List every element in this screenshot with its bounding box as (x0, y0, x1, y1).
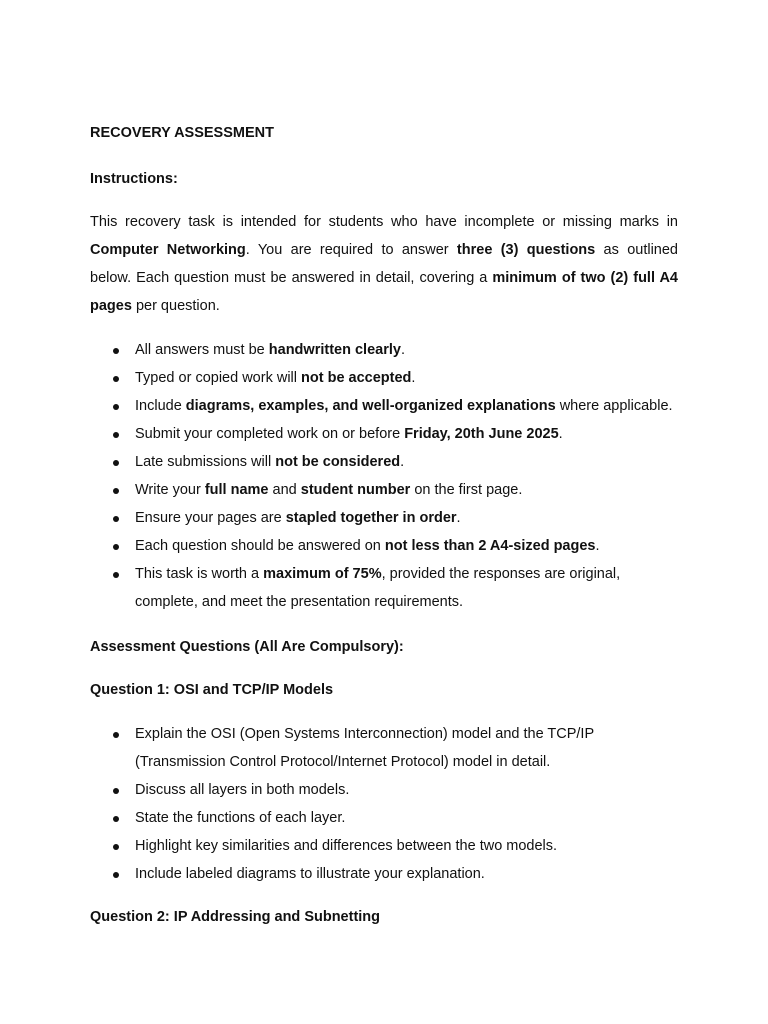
document-title: RECOVERY ASSESSMENT (90, 125, 274, 141)
list-item (90, 560, 678, 616)
list-item (90, 860, 678, 888)
intro-line-1 (90, 208, 678, 236)
rule-emphasis: not be considered (275, 454, 401, 470)
bullet-icon (113, 544, 119, 550)
rule-emphasis: Friday, 20th June 2025 (404, 426, 559, 442)
question-item-text: Highlight key similarities and differences between the two models. (135, 838, 558, 854)
intro-text: . You are required to answer (245, 242, 457, 258)
bullet-icon (113, 488, 119, 494)
rule-text: Submit your completed work on or before (135, 426, 405, 442)
rule-text: Typed or copied work will (135, 370, 302, 386)
intro-line-3 (90, 264, 678, 292)
rule-text: Include (135, 398, 186, 414)
rule-text: . (595, 538, 600, 554)
question-item-text: (Transmission Control Protocol/Internet Protocol) model in detail. (135, 754, 551, 770)
list-item (90, 392, 678, 420)
rule-text: , provided the responses are original, (381, 566, 621, 582)
rule-text: . (411, 370, 416, 386)
bullet-icon (113, 404, 119, 410)
list-item (90, 448, 678, 476)
rule-text: and (268, 482, 301, 498)
rule-emphasis: not be accepted (301, 370, 412, 386)
list-item (90, 832, 678, 860)
intro-text: per question. (131, 298, 220, 314)
question-count: three (3) questions (456, 242, 596, 258)
question-item-text: Discuss all layers in both models. (135, 782, 350, 798)
questions-heading: Assessment Questions (All Are Compulsory): (90, 639, 404, 655)
rule-text: on the first page. (410, 482, 523, 498)
rule-text: where applicable. (555, 398, 673, 414)
rule-emphasis: stapled together in order (285, 510, 457, 526)
list-item (90, 720, 678, 776)
bullet-icon (113, 348, 119, 354)
question-item-text: State the functions of each layer. (135, 810, 346, 826)
question-item-text: Explain the OSI (Open Systems Interconnection) model and the TCP/IP (135, 726, 595, 742)
bullet-icon (113, 732, 119, 738)
rules-list (90, 336, 678, 616)
rule-text: Write your (135, 482, 205, 498)
bullet-icon (113, 432, 119, 438)
bullet-icon (113, 844, 119, 850)
bullet-icon (113, 516, 119, 522)
intro-line-2 (90, 236, 678, 264)
list-item (90, 336, 678, 364)
rule-text: All answers must be (135, 342, 269, 358)
bullet-icon (113, 872, 119, 878)
list-item (90, 804, 678, 832)
page-minimum-end: pages (90, 298, 132, 314)
rule-emphasis: full name (204, 482, 269, 498)
bullet-icon (113, 460, 119, 466)
rule-emphasis: not less than 2 A4-sized pages (384, 538, 596, 554)
rule-text: . (456, 510, 461, 526)
rule-emphasis: diagrams, examples, and well-organized explanations (185, 398, 556, 414)
intro-text: as outlined (595, 242, 678, 258)
rule-text: . (400, 342, 405, 358)
rule-text: Late submissions will (135, 454, 276, 470)
bullet-icon (113, 816, 119, 822)
intro-text: below. Each question must be answered in detail, covering a (90, 270, 493, 286)
bullet-icon (113, 788, 119, 794)
rule-text: This task is worth a (135, 566, 264, 582)
intro-paragraph (90, 208, 678, 320)
bullet-icon (113, 572, 119, 578)
list-item (90, 776, 678, 804)
instructions-heading: Instructions: (90, 171, 178, 187)
rule-text: complete, and meet the presentation requirements. (135, 594, 464, 610)
page-minimum: minimum of two (2) full A4 (492, 270, 678, 286)
list-item (90, 532, 678, 560)
question-1-list (90, 720, 678, 888)
intro-line-4 (90, 292, 678, 320)
intro-text: This recovery task is intended for students who have incomplete or missing marks in (90, 214, 678, 230)
list-item (90, 476, 678, 504)
list-item (90, 420, 678, 448)
rule-emphasis: maximum of 75% (263, 566, 382, 582)
bullet-icon (113, 376, 119, 382)
question-1-heading: Question 1: OSI and TCP/IP Models (90, 682, 334, 698)
question-2-heading: Question 2: IP Addressing and Subnetting (90, 909, 381, 925)
rule-emphasis: handwritten clearly (268, 342, 401, 358)
rule-text: . (558, 426, 563, 442)
list-item (90, 364, 678, 392)
rule-text: Each question should be answered on (135, 538, 385, 554)
rule-text: Ensure your pages are (135, 510, 286, 526)
rule-text: . (400, 454, 405, 470)
question-item-text: Include labeled diagrams to illustrate your explanation. (135, 866, 485, 882)
course-name: Computer Networking (90, 242, 246, 258)
rule-emphasis: student number (300, 482, 411, 498)
list-item (90, 504, 678, 532)
